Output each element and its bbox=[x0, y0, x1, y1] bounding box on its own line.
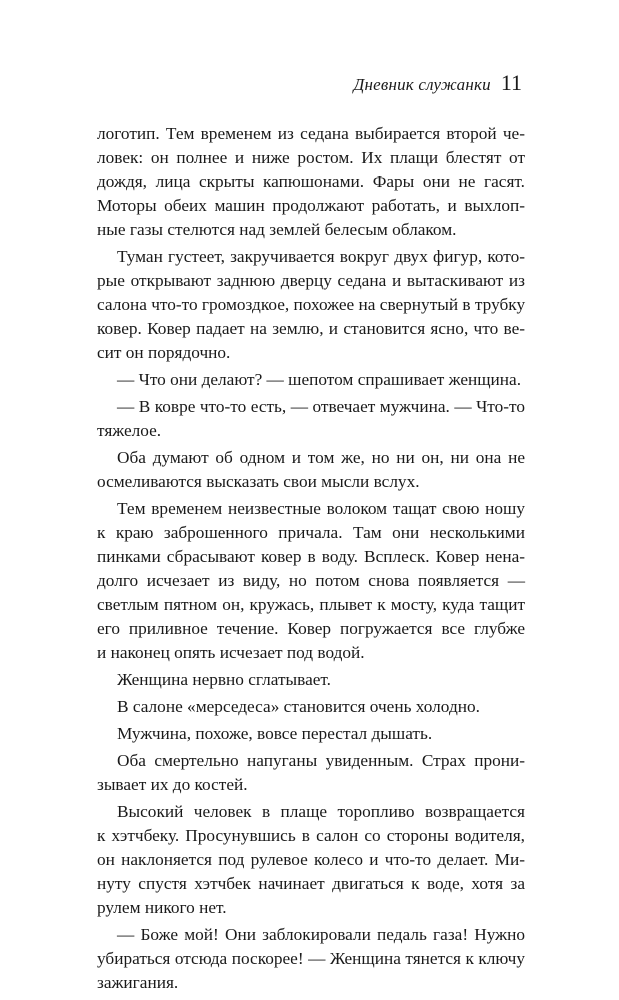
paragraph bbox=[97, 446, 525, 494]
text-line: зывает их до костей. bbox=[97, 775, 248, 794]
paragraph bbox=[97, 749, 525, 797]
page-number: 11 bbox=[500, 70, 522, 95]
text-line: к краю заброшенного причала. Там они несколькими bbox=[97, 523, 525, 542]
text-line: тяжелое. bbox=[97, 421, 162, 440]
paragraph bbox=[97, 695, 525, 719]
text-line: сит он порядочно. bbox=[97, 343, 231, 362]
text-line: В салоне «мерседеса» становится очень холодно. bbox=[117, 697, 480, 716]
text-line: ковер. Ковер падает на землю, и становится ясно, что ве- bbox=[97, 319, 525, 338]
text-line: убираться отсюда поскорее! — Женщина тянется к ключу bbox=[97, 949, 525, 968]
text-line: Моторы обеих машин продолжают работать, и выхлоп- bbox=[97, 196, 525, 215]
text-line: долго исчезает из виду, но потом снова появляется — bbox=[97, 571, 525, 590]
text-line: и наконец опять исчезает под водой. bbox=[97, 643, 365, 662]
text-line: нуту спустя хэтчбек начинает двигаться к воде, хотя за bbox=[97, 874, 525, 893]
book-title: Дневник служанки bbox=[353, 75, 491, 94]
paragraph bbox=[97, 497, 525, 665]
text-line: Тем временем неизвестные волоком тащат свою ношу bbox=[117, 499, 525, 518]
paragraph bbox=[97, 245, 525, 365]
paragraph bbox=[97, 395, 525, 443]
text-line: рые открывают заднюю дверцу седана и вытаскивают из bbox=[97, 271, 525, 290]
paragraph bbox=[97, 722, 525, 746]
text-line: — В ковре что-то есть, — отвечает мужчина. — Что-то bbox=[117, 397, 525, 416]
text-line: салона что-то громоздкое, похожее на свернутый в трубку bbox=[97, 295, 526, 314]
text-line: ловек: он полнее и ниже ростом. Их плащи блестят от bbox=[97, 148, 525, 167]
paragraph bbox=[97, 368, 525, 392]
text-line: Мужчина, похоже, вовсе перестал дышать. bbox=[117, 724, 433, 743]
text-line: к хэтчбеку. Просунувшись в салон со стороны водителя, bbox=[97, 826, 525, 845]
text-line: дождя, лица скрыты капюшонами. Фары они не гасят. bbox=[97, 172, 525, 191]
text-line: он наклоняется под рулевое колесо и что-то делает. Ми- bbox=[97, 850, 525, 869]
text-line: Высокий человек в плаще торопливо возвращается bbox=[117, 802, 525, 821]
text-line: его приливное течение. Ковер погружается все глубже bbox=[97, 619, 525, 638]
text-line: логотип. Тем временем из седана выбирается второй че- bbox=[97, 124, 525, 143]
paragraph bbox=[97, 668, 525, 692]
text-line: Оба смертельно напуганы увиденным. Страх прони- bbox=[117, 751, 525, 770]
body-text bbox=[97, 122, 525, 998]
text-line: ные газы стелются над землей белесым облаком. bbox=[97, 220, 457, 239]
text-line: зажигания. bbox=[97, 973, 179, 992]
paragraph bbox=[97, 923, 525, 995]
text-line: светлым пятном он, кружась, плывет к мосту, куда тащит bbox=[97, 595, 525, 614]
text-line: Туман густеет, закручивается вокруг двух фигур, кото- bbox=[117, 247, 525, 266]
text-line: Оба думают об одном и том же, но ни он, ни она не bbox=[117, 448, 525, 467]
paragraph bbox=[97, 800, 525, 920]
text-line: — Боже мой! Они заблокировали педаль газа! Нужно bbox=[117, 925, 525, 944]
text-line: Женщина нервно сглатывает. bbox=[117, 670, 331, 689]
text-line: пинками сбрасывают ковер в воду. Всплеск. Ковер нена- bbox=[97, 547, 525, 566]
text-line: — Что они делают? — шепотом спрашивает женщина. bbox=[117, 370, 522, 389]
text-line: осмеливаются высказать свои мысли вслух. bbox=[97, 472, 420, 491]
text-line: рулем никого нет. bbox=[97, 898, 227, 917]
running-header bbox=[353, 72, 522, 94]
paragraph bbox=[97, 122, 525, 242]
